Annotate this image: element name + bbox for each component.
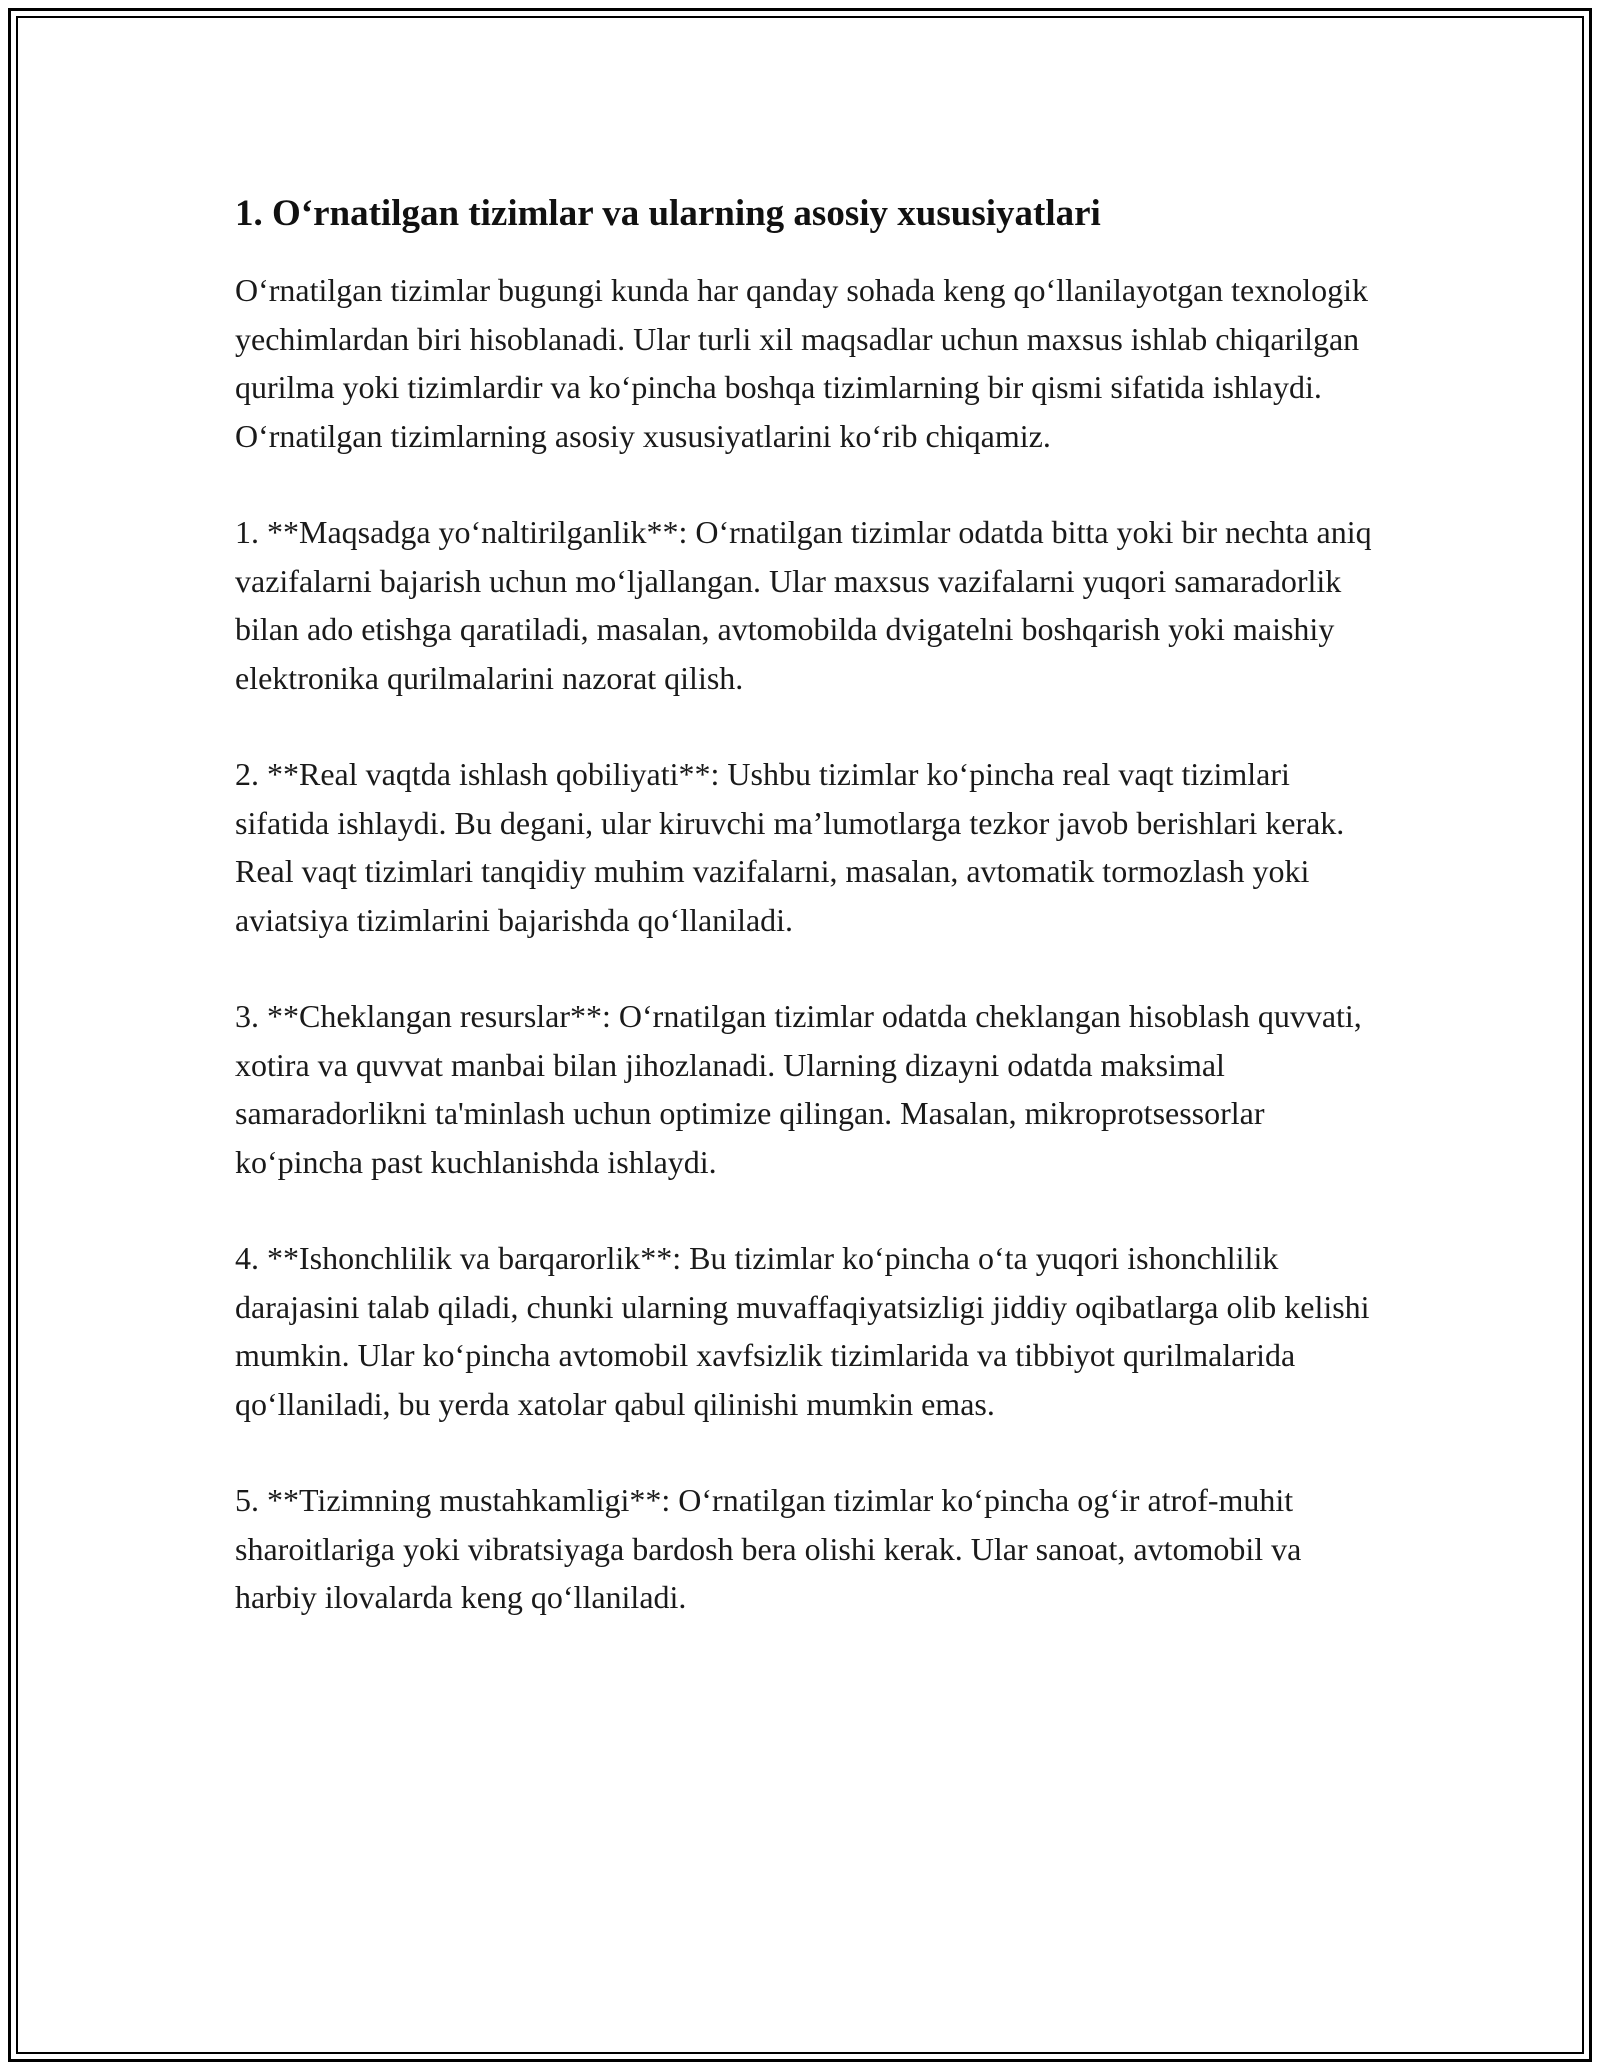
document-body — [235, 188, 1385, 1670]
feature-paragraph-2: 2. **Real vaqtda ishlash qobiliyati**: Ushbu tizimlar koʻpincha real vaqt tizimlari sifatida ishlaydi. Bu degani, ular kiruvchi ma’lumotlarga tezkor javob berishlari kerak. Real vaqt tizimlari tanqidiy muhim vazifalarni, masalan, avtomatik tormozlash yoki aviatsiya tizimlarini bajarishda qoʻllaniladi. — [235, 756, 1345, 938]
section-heading: 1. Oʻrnatilgan tizimlar va ularning asosiy xususiyatlari — [235, 193, 1101, 234]
feature-paragraph-5: 5. **Tizimning mustahkamligi**: Oʻrnatilgan tizimlar koʻpincha ogʻir atrof-muhit sharoitlariga yoki vibratsiyaga bardosh bera olishi kerak. Ular sanoat, avtomobil va harbiy ilovalarda keng qoʻllaniladi. — [235, 1482, 1302, 1615]
feature-paragraph-4: 4. **Ishonchlilik va barqarorlik**: Bu tizimlar koʻpincha oʻta yuqori ishonchlilik darajasini talab qiladi, chunki ularning muvaffaqiyatsizligi jiddiy oqibatlarga olib kelishi mumkin. Ular koʻpincha avtomobil xavfsizlik tizimlarida va tibbiyot qurilmalarida qoʻllaniladi, bu yerda xatolar qabul qilinishi mumkin emas. — [235, 1240, 1370, 1422]
feature-paragraph-1: 1. **Maqsadga yoʻnaltirilganlik**: Oʻrnatilgan tizimlar odatda bitta yoki bir nechta aniq vazifalarni bajarish uchun moʻljallangan. Ular maxsus vazifalarni yuqori samaradorlik bilan ado etishga qaratiladi, masalan, avtomobilda dvigatelni boshqarish yoki maishiy elektronika qurilmalarini nazorat qilish. — [235, 514, 1372, 696]
intro-paragraph: Oʻrnatilgan tizimlar bugungi kunda har qanday sohada keng qoʻllanilayotgan texnologik yechimlardan biri hisoblanadi. Ular turli xil maqsadlar uchun maxsus ishlab chiqarilgan qurilma yoki tizimlardir va koʻpincha boshqa tizimlarning bir qismi sifatida ishlaydi. Oʻrnatilgan tizimlarning asosiy xususiyatlarini koʻrib chiqamiz. — [235, 272, 1369, 454]
feature-paragraph-3: 3. **Cheklangan resurslar**: Oʻrnatilgan tizimlar odatda cheklangan hisoblash quvvati, xotira va quvvat manbai bilan jihozlanadi. Ularning dizayni odatda maksimal samaradorlikni ta'minlash uchun optimize qilingan. Masalan, mikroprotsessorlar koʻpincha past kuchlanishda ishlaydi. — [235, 998, 1362, 1180]
